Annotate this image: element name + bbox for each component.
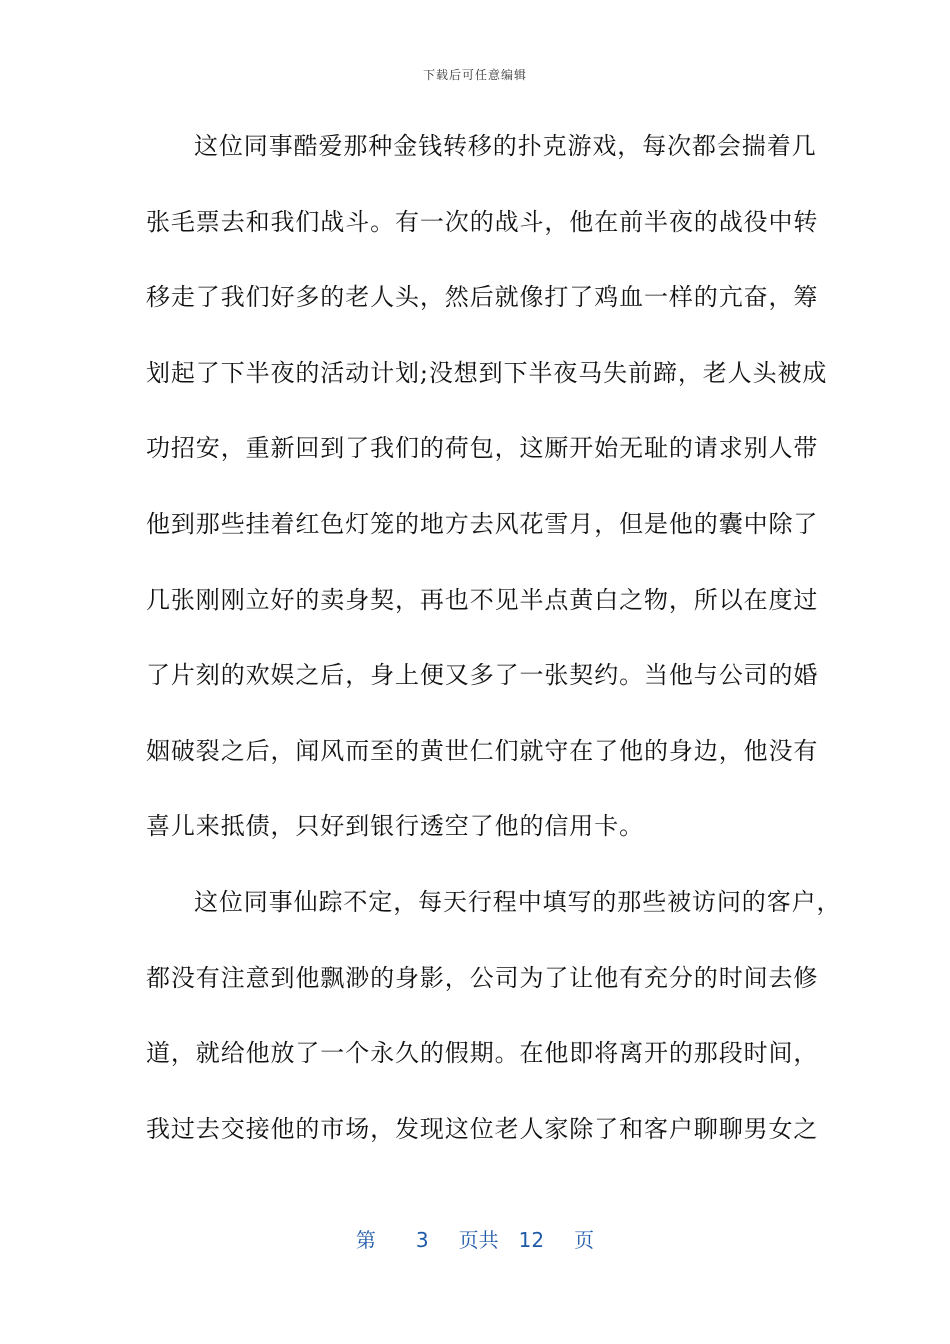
- footer-prefix: 第: [355, 1228, 376, 1252]
- footer-suffix: 页: [574, 1228, 595, 1252]
- paragraph-1-line: 几张刚刚立好的卖身契，再也不见半点黄白之物，所以在度过: [146, 585, 819, 614]
- paragraph-2-line: 这位同事仙踪不定，每天行程中填写的那些被访问的客户，: [194, 887, 842, 916]
- paragraph-1-line: 移走了我们好多的老人头，然后就像打了鸡血一样的亢奋，筹: [146, 283, 819, 312]
- document-body: [146, 120, 842, 1178]
- total-pages-number: 12: [518, 1228, 545, 1252]
- footer-middle: 页共: [458, 1228, 499, 1252]
- paragraph-2-line: 都没有注意到他飘渺的身影，公司为了让他有充分的时间去修: [146, 963, 819, 992]
- page-header: 下载后可任意编辑: [422, 68, 527, 82]
- paragraph-1-line: 姻破裂之后，闻风而至的黄世仁们就守在了他的身边，他没有: [146, 736, 819, 765]
- paragraph-2-line: 我过去交接他的市场，发现这位老人家除了和客户聊聊男女之: [146, 1114, 819, 1143]
- paragraph-1-line: 功招安，重新回到了我们的荷包，这厮开始无耻的请求别人带: [146, 434, 819, 463]
- page-footer: [0, 1224, 950, 1253]
- current-page-number: 3: [415, 1228, 429, 1252]
- paragraph-1-line: 张毛票去和我们战斗。有一次的战斗，他在前半夜的战役中转: [146, 207, 819, 236]
- paragraph-1-line: 这位同事酷爱那种金钱转移的扑克游戏，每次都会揣着几: [194, 132, 817, 160]
- paragraph-1-line: 划起了下半夜的活动计划;没想到下半夜马失前蹄，老人头被成: [146, 358, 828, 387]
- paragraph-1-line: 喜儿来抵债，只好到银行透空了他的信用卡。: [146, 812, 644, 841]
- paragraph-1-line: 他到那些挂着红色灯笼的地方去风花雪月，但是他的囊中除了: [146, 509, 819, 538]
- paragraph-1-line: 了片刻的欢娱之后，身上便又多了一张契约。当他与公司的婚: [146, 661, 819, 690]
- paragraph-2-line: 道，就给他放了一个永久的假期。在他即将离开的那段时间，: [146, 1039, 819, 1068]
